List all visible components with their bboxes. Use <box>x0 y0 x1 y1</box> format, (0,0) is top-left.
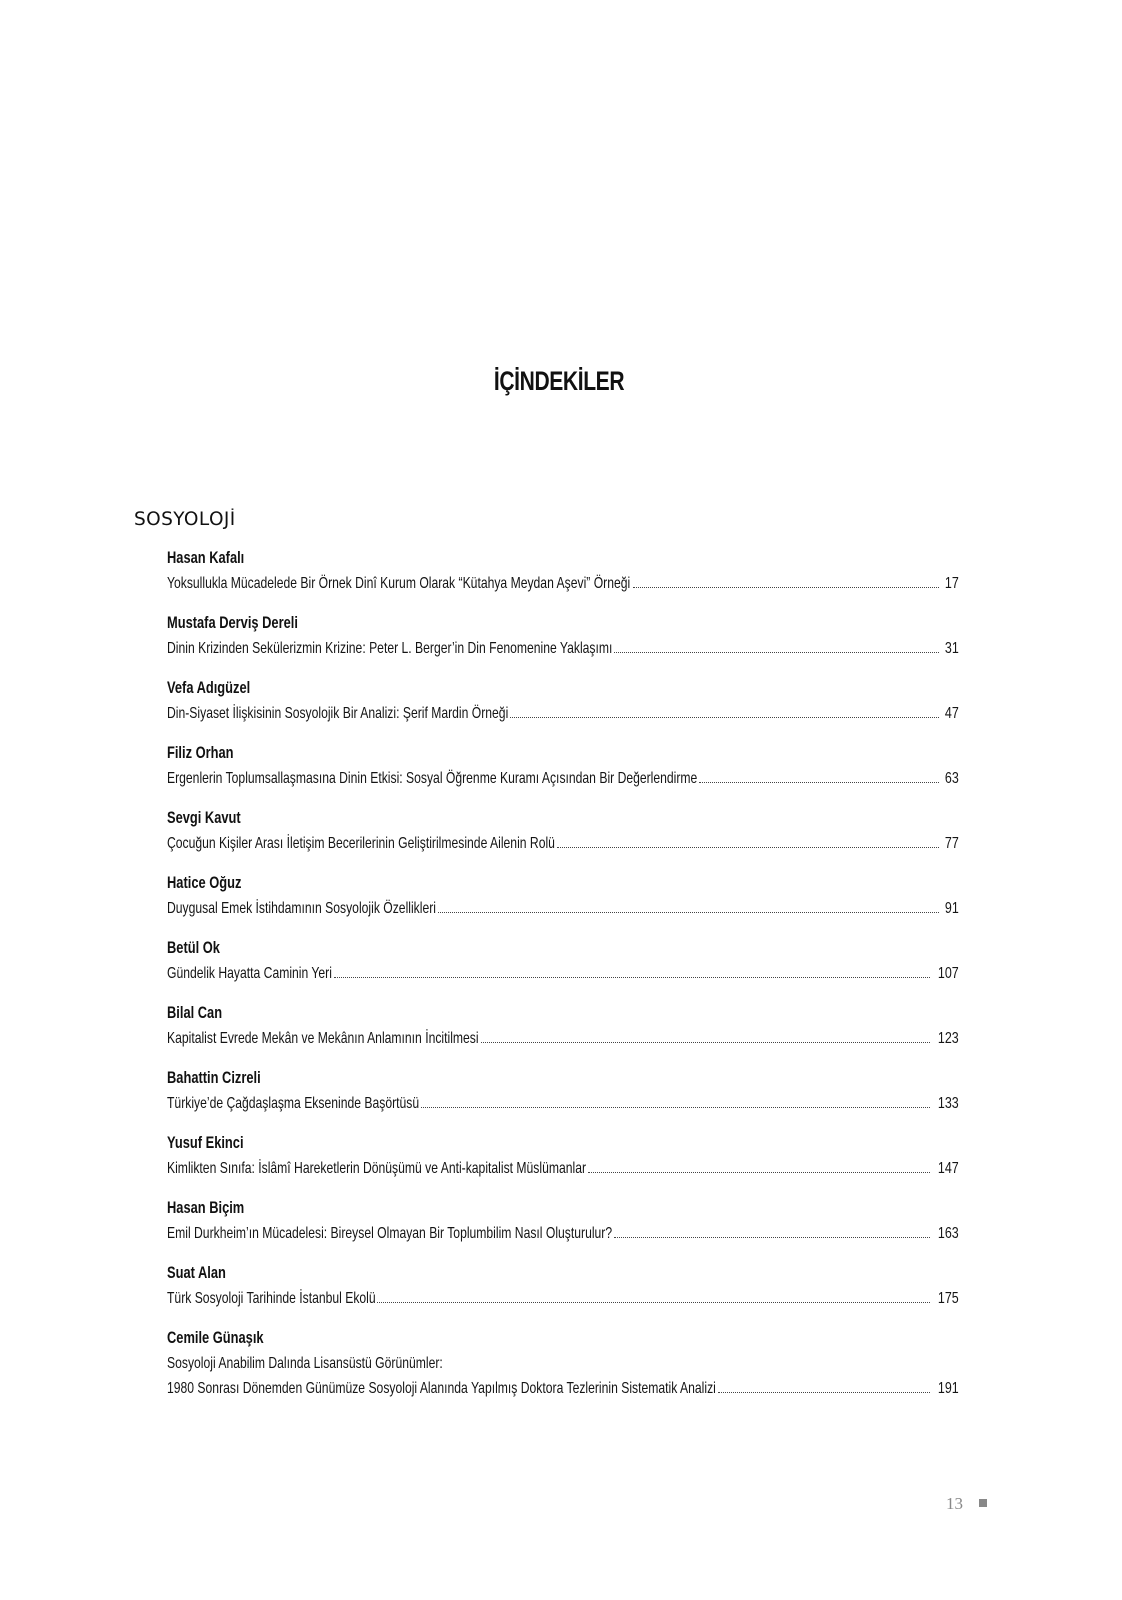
toc-page-number: 63 <box>945 770 959 787</box>
toc-chapter-title: Türk Sosyoloji Tarihinde İstanbul Ekolü <box>167 1290 376 1307</box>
toc-line[interactable] <box>167 575 959 597</box>
toc-page-number: 191 <box>938 1380 959 1397</box>
dot-leader <box>718 1392 930 1393</box>
toc-line[interactable] <box>167 965 959 987</box>
toc-page-number: 47 <box>945 705 959 722</box>
toc-page-number: 31 <box>945 640 959 657</box>
toc-chapter-title: Sosyoloji Anabilim Dalında Lisansüstü Görünümler: <box>167 1355 443 1372</box>
toc-author: Hasan Biçim <box>167 1199 245 1217</box>
toc-line[interactable] <box>167 1225 959 1247</box>
toc-author: Filiz Orhan <box>167 744 234 762</box>
toc-line[interactable] <box>167 1030 959 1052</box>
dot-leader <box>633 587 940 588</box>
toc-author: Hatice Oğuz <box>167 874 242 892</box>
toc-entry <box>167 807 959 872</box>
toc-chapter-title: Kimlikten Sınıfa: İslâmî Hareketlerin Dönüşümü ve Anti-kapitalist Müslümanlar <box>167 1160 587 1177</box>
toc-entry <box>167 1262 959 1327</box>
table-of-contents <box>167 547 959 1412</box>
toc-line[interactable] <box>167 1290 959 1312</box>
toc-line[interactable] <box>167 1160 959 1182</box>
toc-chapter-title: Kapitalist Evrede Mekân ve Mekânın Anlamının İncitilmesi <box>167 1030 479 1047</box>
toc-entry <box>167 1067 959 1132</box>
dot-leader <box>421 1107 930 1108</box>
toc-page-number: 147 <box>938 1160 959 1177</box>
toc-entry <box>167 1197 959 1262</box>
dot-leader <box>510 717 939 718</box>
toc-page-number: 107 <box>938 965 959 982</box>
dot-leader <box>557 847 939 848</box>
toc-page-number: 91 <box>945 900 959 917</box>
folio-square-icon <box>979 1499 987 1507</box>
toc-entry <box>167 677 959 742</box>
toc-entry <box>167 872 959 937</box>
toc-page-number: 77 <box>945 835 959 852</box>
toc-page-number: 17 <box>945 575 959 592</box>
toc-author: Vefa Adıgüzel <box>167 679 251 697</box>
toc-author: Bilal Can <box>167 1004 223 1022</box>
toc-entry <box>167 742 959 807</box>
toc-line[interactable] <box>167 640 959 662</box>
toc-author: Betül Ok <box>167 939 220 957</box>
toc-line[interactable] <box>167 835 959 857</box>
dot-leader <box>438 912 939 913</box>
dot-leader <box>614 1237 931 1238</box>
dot-leader <box>614 652 939 653</box>
toc-entry <box>167 1132 959 1197</box>
page-title: İÇİNDEKİLER <box>493 366 625 396</box>
dot-leader <box>588 1172 930 1173</box>
dot-leader <box>481 1042 931 1043</box>
toc-chapter-title: 1980 Sonrası Dönemden Günümüze Sosyoloji Alanında Yapılmış Doktora Tezlerinin Sistematik Analizi <box>167 1380 716 1397</box>
toc-author: Hasan Kafalı <box>167 549 245 567</box>
toc-author: Suat Alan <box>167 1264 226 1282</box>
toc-entry <box>167 547 959 612</box>
toc-entry <box>167 612 959 677</box>
toc-line[interactable] <box>167 900 959 922</box>
section-heading: SOSYOLOJİ <box>134 509 236 530</box>
toc-chapter-title: Duygusal Emek İstihdamının Sosyolojik Özellikleri <box>167 900 436 917</box>
toc-line[interactable] <box>167 705 959 727</box>
toc-chapter-title: Gündelik Hayatta Caminin Yeri <box>167 965 332 982</box>
toc-author: Sevgi Kavut <box>167 809 241 827</box>
toc-chapter-title: Emil Durkheim’ın Mücadelesi: Bireysel Olmayan Bir Toplumbilim Nasıl Oluşturulur? <box>167 1225 613 1242</box>
page-number: 13 <box>946 1494 963 1513</box>
dot-leader <box>377 1302 930 1303</box>
toc-entry <box>167 937 959 1002</box>
toc-line[interactable] <box>167 1095 959 1117</box>
toc-chapter-title: Din-Siyaset İlişkisinin Sosyolojik Bir Analizi: Şerif Mardin Örneği <box>167 705 509 722</box>
toc-chapter-title: Dinin Krizinden Sekülerizmin Krizine: Peter L. Berger’in Din Fenomenine Yaklaşımı <box>167 640 613 657</box>
toc-chapter-title: Ergenlerin Toplumsallaşmasına Dinin Etkisi: Sosyal Öğrenme Kuramı Açısından Bir Değerlendirme <box>167 770 698 787</box>
toc-page-number: 163 <box>938 1225 959 1242</box>
toc-entry <box>167 1327 959 1412</box>
toc-line[interactable] <box>167 1380 959 1402</box>
toc-page-number: 133 <box>938 1095 959 1112</box>
toc-chapter-title: Yoksullukla Mücadelede Bir Örnek Dinî Kurum Olarak “Kütahya Meydan Aşevi” Örneği <box>167 575 631 592</box>
toc-line[interactable] <box>167 770 959 792</box>
dot-leader <box>699 782 939 783</box>
toc-chapter-title: Çocuğun Kişiler Arası İletişim Becerilerinin Geliştirilmesinde Ailenin Rolü <box>167 835 555 852</box>
toc-chapter-title: Türkiye’de Çağdaşlaşma Ekseninde Başörtüsü <box>167 1095 420 1112</box>
toc-author: Yusuf Ekinci <box>167 1134 244 1152</box>
toc-entry <box>167 1002 959 1067</box>
toc-line[interactable] <box>167 1355 959 1377</box>
toc-author: Bahattin Cizreli <box>167 1069 261 1087</box>
toc-page-number: 175 <box>938 1290 959 1307</box>
toc-page-number: 123 <box>938 1030 959 1047</box>
toc-author: Mustafa Derviş Dereli <box>167 614 298 632</box>
dot-leader <box>334 977 930 978</box>
toc-author: Cemile Günaşık <box>167 1329 264 1347</box>
